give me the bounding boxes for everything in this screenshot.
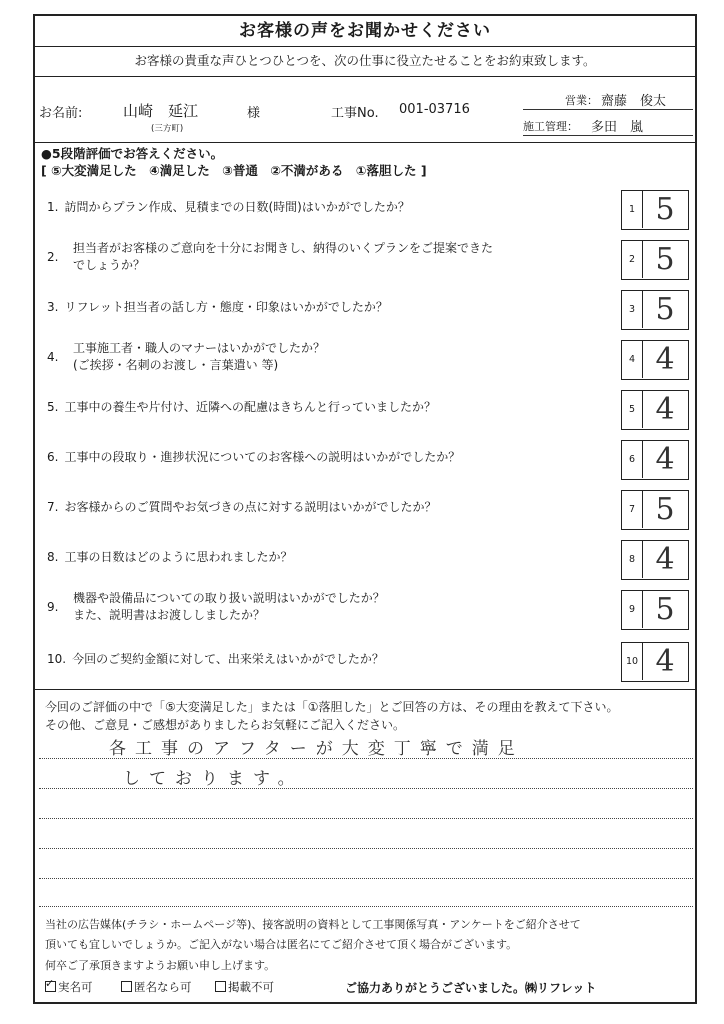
handwritten-comment-2: しております。: [123, 769, 304, 789]
customer-info-row: [35, 76, 695, 143]
question-text: [47, 484, 627, 530]
question-text: [47, 234, 627, 280]
sales-value: 齋藤 俊太: [601, 94, 667, 109]
comment-line: [39, 758, 693, 759]
score-box[interactable]: [621, 540, 689, 580]
score-value: 5: [655, 592, 675, 627]
question-body: 工事施工者・職人のマナーはいかがでしたか？ (ご挨拶・名刺のお渡し・言葉遣い 等): [73, 341, 326, 372]
comment-line: [39, 878, 693, 879]
question-body: 機器や設備品についての取り扱い説明はいかがでしたか？ また、説明書はお渡ししましたか？: [73, 591, 385, 622]
name-label: お名前:: [39, 106, 83, 121]
question-row: [35, 384, 695, 430]
question-row: [35, 334, 695, 380]
score-box[interactable]: [621, 590, 689, 630]
question-row: [35, 434, 695, 480]
question-text: [47, 434, 627, 480]
footer-note-3: 何卒ご了承頂きますようお願い申し上げます。: [45, 959, 276, 972]
checkbox-checked-icon[interactable]: [45, 981, 56, 992]
question-body: 工事の日数はどのように思われましたか？: [64, 549, 293, 564]
sales-label: 営業：: [565, 94, 598, 107]
score-box-number: 6: [622, 441, 643, 478]
question-text: [47, 534, 627, 580]
score-box[interactable]: [621, 290, 689, 330]
question-text: [47, 284, 627, 330]
question-number: 1.: [47, 199, 59, 214]
work-no-label: 工事No.: [331, 106, 379, 121]
option-no-publish[interactable]: [215, 979, 274, 995]
construction-label: 施工管理：: [523, 120, 578, 133]
score-box-number: 5: [622, 391, 643, 428]
name-value: 山崎 延江: [123, 102, 199, 120]
option-anonymous-label: 匿名なら可: [134, 980, 192, 994]
question-row: [35, 234, 695, 280]
construction-value: 多田 嵐: [591, 120, 644, 135]
comment-line: [39, 906, 693, 907]
question-text: [47, 184, 627, 230]
score-value: 5: [655, 192, 675, 227]
question-number: 5.: [47, 399, 59, 414]
question-text: [47, 584, 627, 630]
score-box[interactable]: [621, 190, 689, 230]
checkbox-icon[interactable]: [215, 981, 226, 992]
score-box-number: 8: [622, 541, 643, 578]
question-text: [47, 384, 627, 430]
work-no-value: 001-03716: [399, 102, 470, 117]
score-value: 5: [655, 292, 675, 327]
score-value: 4: [655, 542, 675, 577]
handwritten-comment-1: 各工事のアフターが大変丁寧で満足: [109, 739, 524, 759]
comment-line: [39, 818, 693, 819]
question-number: 9.: [47, 599, 59, 614]
question-text: [47, 334, 627, 380]
instructions-heading: ●5段階評価でお答えください。: [41, 146, 224, 161]
checkbox-icon[interactable]: [121, 981, 132, 992]
comment-line: [39, 848, 693, 849]
option-anonymous[interactable]: [121, 979, 192, 995]
score-value: 4: [655, 342, 675, 377]
score-value: 4: [655, 392, 675, 427]
question-number: 8.: [47, 549, 59, 564]
sales-underline: [523, 109, 693, 110]
score-value: 4: [655, 442, 675, 477]
score-box-number: 2: [622, 241, 643, 278]
question-number: 7.: [47, 499, 59, 514]
area-label: (三方町): [151, 124, 184, 134]
option-real-name-label: 実名可: [58, 980, 93, 994]
comment-section: [35, 689, 695, 690]
score-box[interactable]: [621, 340, 689, 380]
footer-note-1: 当社の広告媒体(チラシ・ホームページ等)、接客説明の資料として工事関係写真・アンケートをご紹介させて: [45, 918, 581, 931]
score-box-number: 7: [622, 491, 643, 528]
score-box-number: 10: [622, 643, 643, 680]
question-number: 10.: [47, 651, 67, 666]
comment-prompt-2: その他、ご意見・ご感想がありましたらお気軽にご記入ください。: [45, 718, 406, 732]
score-box-number: 4: [622, 341, 643, 378]
score-box[interactable]: [621, 490, 689, 530]
question-body: 工事中の段取り・進捗状況についてのお客様への説明はいかがでしたか？: [64, 449, 461, 464]
form-subtitle: お客様の貴重な声ひとつひとつを、次の仕事に役立たせることをお約束致します。: [35, 46, 695, 77]
question-body: 訪問からプラン作成、見積までの日数(時間)はいかがでしたか？: [64, 199, 410, 214]
question-body: お客様からのご質問やお気づきの点に対する説明はいかがでしたか？: [64, 499, 437, 514]
option-real-name[interactable]: [45, 979, 93, 995]
score-value: 5: [655, 492, 675, 527]
rating-scale: [ ⑤大変満足した ④満足した ③普通 ②不満がある ①落胆した ]: [41, 163, 427, 178]
question-text: [47, 636, 627, 682]
question-number: 4.: [47, 349, 59, 364]
construction-underline: [523, 135, 693, 136]
comment-line: [39, 788, 693, 789]
score-value: 5: [655, 242, 675, 277]
score-box[interactable]: [621, 390, 689, 430]
thanks-message: ご協力ありがとうございました。㈱リフレット: [345, 981, 597, 995]
form-title: お客様の声をお聞かせください: [35, 16, 695, 47]
score-box-number: 3: [622, 291, 643, 328]
question-body: 担当者がお客様のご意向を十分にお聞きし、納得のいくプランをご提案できた でしょうか？: [73, 241, 494, 272]
question-row: [35, 184, 695, 230]
question-number: 3.: [47, 299, 59, 314]
question-body: 工事中の養生や片付け、近隣への配慮はきちんと行っていましたか？: [64, 399, 436, 414]
score-box[interactable]: [621, 440, 689, 480]
score-value: 4: [655, 644, 675, 679]
question-row: [35, 484, 695, 530]
name-suffix: 様: [247, 106, 261, 121]
question-row: [35, 584, 695, 630]
question-row: [35, 636, 695, 682]
option-no-publish-label: 掲載不可: [228, 980, 274, 994]
footer-note-2: 頂いても宜しいでしょうか。ご記入がない場合は匿名にてご紹介させて頂く場合がございます。: [45, 938, 518, 951]
score-box-number: 9: [622, 591, 643, 628]
question-body: リフレット担当者の話し方・態度・印象はいかがでしたか？: [64, 299, 388, 314]
survey-form: [33, 14, 697, 1004]
question-row: [35, 534, 695, 580]
question-body: 今回のご契約金額に対して、出来栄えはいかがでしたか？: [72, 651, 384, 666]
score-box[interactable]: [621, 642, 689, 682]
question-number: 2.: [47, 249, 59, 264]
comment-prompt-1: 今回のご評価の中で「⑤大変満足した」または「①落胆した」とご回答の方は、その理由を教えて下さい。: [45, 700, 619, 714]
question-number: 6.: [47, 449, 59, 464]
question-row: [35, 284, 695, 330]
score-box-number: 1: [622, 191, 643, 228]
score-box[interactable]: [621, 240, 689, 280]
